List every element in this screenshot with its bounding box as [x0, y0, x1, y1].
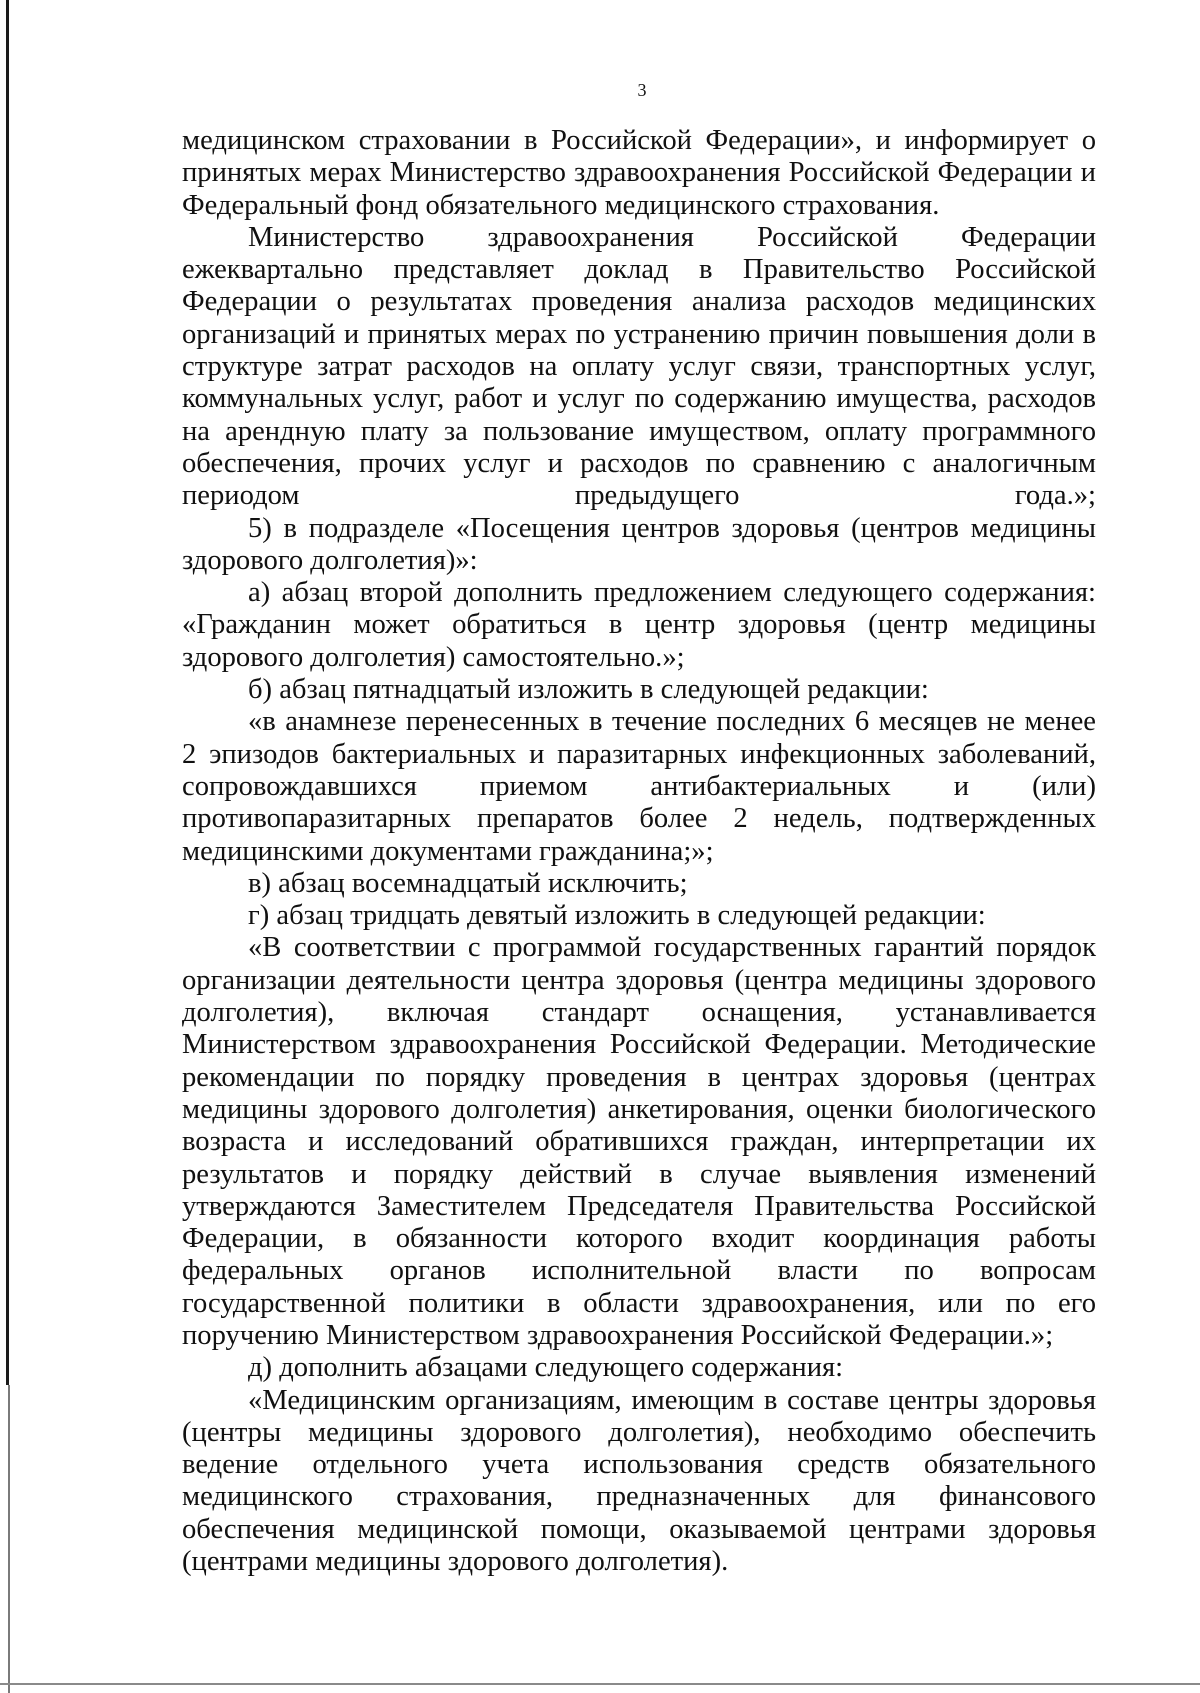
- document-body: [182, 125, 1096, 1578]
- paragraph-medical-organizations: «Медицинским организациям, имеющим в составе центры здоровья (центры медицины здорового долголетия), необходимо обеспечить ведение отдельного учета использования средств обязательного медицинского страхования, предназначенных для финансового обеспечения медицинской помощи, оказываемой центрами здоровья (центрами медицины здорового долголетия).: [182, 1384, 1096, 1578]
- paragraph-item-5: 5) в подразделе «Посещения центров здоровья (центров медицины здорового долголетия)»:: [182, 512, 1096, 576]
- paragraph-item-a: а) абзац второй дополнить предложением следующего содержания: «Гражданин может обратиться в центр здоровья (центр медицины здорового долголетия) самостоятельно.»;: [182, 577, 1096, 673]
- page-number: 3: [637, 80, 647, 100]
- paragraph-item-v: в) абзац восемнадцатый исключить;: [248, 867, 688, 899]
- paragraph-anamnesis: «в анамнезе перенесенных в течение последних 6 месяцев не менее 2 эпизодов бактериальных и паразитарных инфекционных заболеваний, сопровождавшихся приемом антибактериальных и (или) противопаразитарных препаратов более 2 недель, подтвержденных медицинскими документами гражданина;»;: [182, 706, 1096, 867]
- scan-edge-left: [6, 0, 9, 1385]
- scan-edge-left-lower: [8, 1385, 10, 1693]
- paragraph-item-d: д) дополнить абзацами следующего содержания:: [248, 1352, 844, 1384]
- paragraph-continuation: медицинском страховании в Российской Федерации», и информирует о принятых мерах Министерство здравоохранения Российской Федерации и Федеральный фонд обязательного медицинского страхования.: [182, 125, 1096, 221]
- paragraph-state-guarantees: «В соответствии с программой государственных гарантий порядок организации деятельности центра здоровья (центра медицины здорового долголетия), включая стандарт оснащения, устанавливается Министерством здравоохранения Российской Федерации. Методические рекомендации по порядку проведения в центрах здоровья (центрах медицины здорового долголетия) анкетирования, оценки биологического возраста и исследований обратившихся граждан, интерпретации их результатов и порядку действий в случае выявления изменений утверждаются Заместителем Председателя Правительства Российской Федерации, в обязанности которого входит координация работы федеральных органов исполнительной власти по вопросам государственной политики в области здравоохранения, или по его поручению Министерством здравоохранения Российской Федерации.»;: [182, 932, 1096, 1351]
- paragraph-item-g: г) абзац тридцать девятый изложить в следующей редакции:: [248, 900, 986, 932]
- paragraph-item-b: б) абзац пятнадцатый изложить в следующей редакции:: [248, 674, 929, 706]
- scan-edge-bottom: [0, 1683, 1200, 1685]
- paragraph-ministry-report: Министерство здравоохранения Российской Федерации ежеквартально представляет доклад в Правительство Российской Федерации о результатах проведения анализа расходов медицинских организаций и принятых мерах по устранению причин повышения доли в структуре затрат расходов на оплату услуг связи, транспортных услуг, коммунальных услуг, работ и услуг по содержанию имущества, расходов на арендную плату за пользование имуществом, оплату программного обеспечения, прочих услуг и расходов по сравнению с аналогичным периодом предыдущего года.»;: [182, 221, 1096, 512]
